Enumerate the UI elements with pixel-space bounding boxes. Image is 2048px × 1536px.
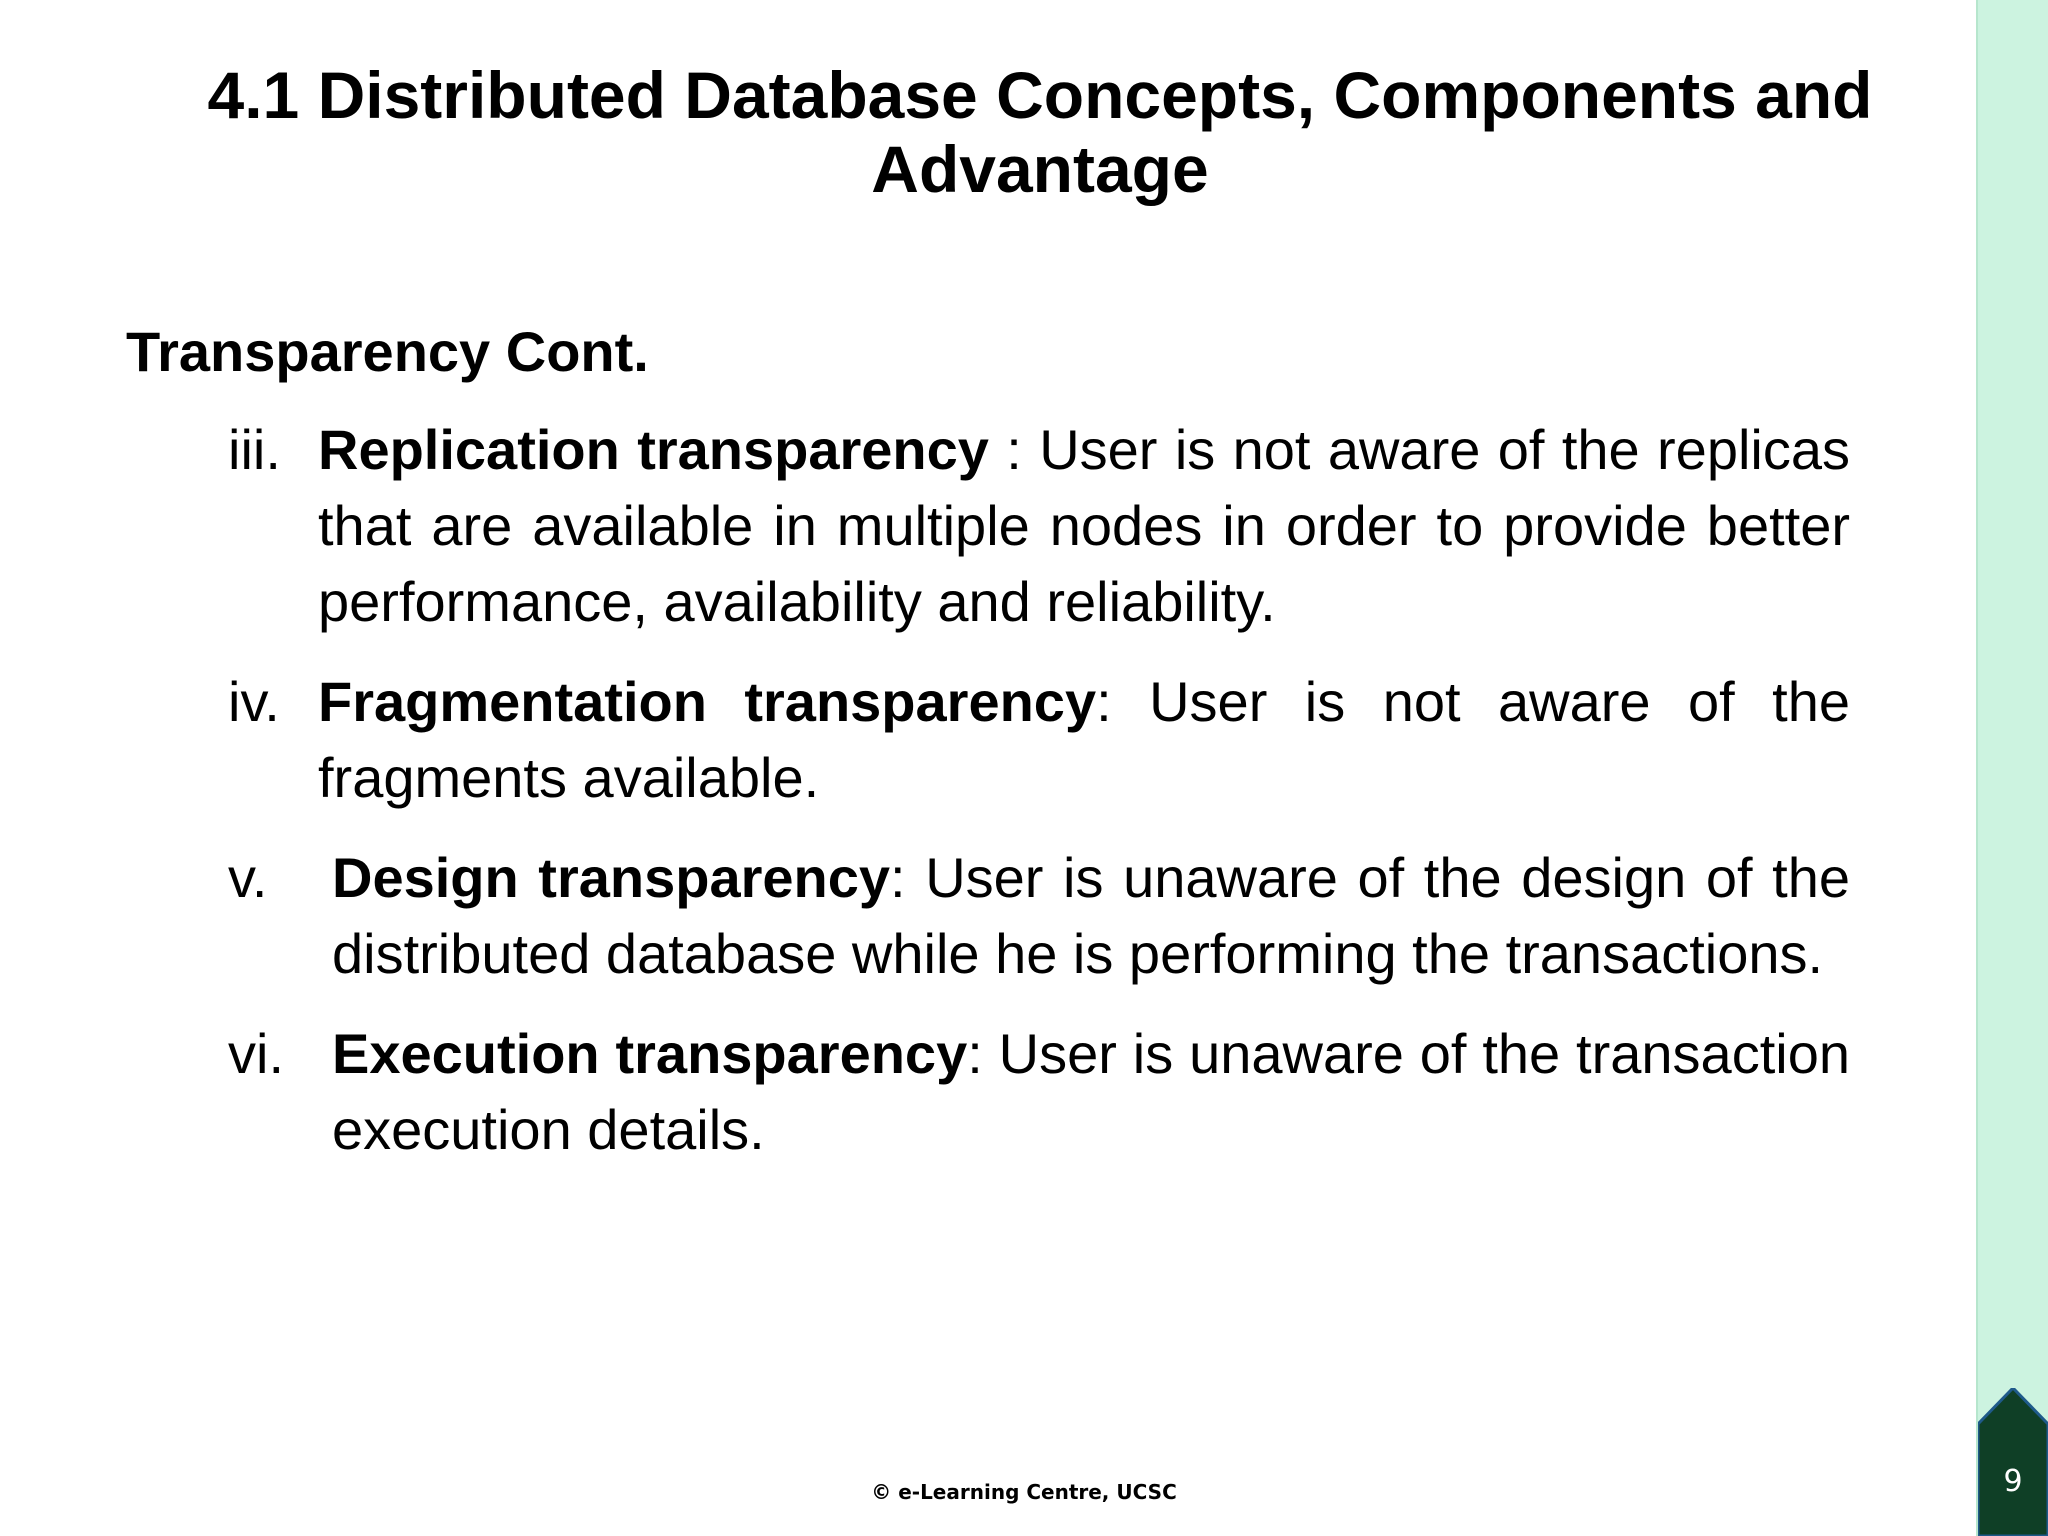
list-item-execution bbox=[228, 1016, 1850, 1168]
section-heading: Transparency Cont. bbox=[126, 320, 649, 383]
list-item-replication bbox=[228, 412, 1850, 640]
badge-shape-icon bbox=[1978, 1388, 2048, 1536]
slide-title: 4.1 Distributed Database Concepts, Components and Advantage bbox=[207, 58, 1873, 206]
item-term: Fragmentation transparency bbox=[318, 670, 1097, 733]
item-numeral: v. bbox=[228, 846, 268, 909]
list-item-fragmentation bbox=[228, 664, 1850, 816]
item-numeral: iii. bbox=[228, 418, 281, 481]
item-description: : User is not aware of the replicas that are available in multiple nodes in order to provide better performance, availability and reliability. bbox=[318, 418, 1850, 633]
item-description: : User is unaware of the design of the distributed database while he is performing the transactions. bbox=[332, 846, 1851, 985]
item-term: Execution transparency bbox=[332, 1022, 968, 1085]
item-term: Design transparency bbox=[332, 846, 891, 909]
page-number: 9 bbox=[2003, 1464, 2023, 1499]
footer-copyright: © e-Learning Centre, UCSC bbox=[871, 1480, 1177, 1504]
item-numeral: iv. bbox=[228, 670, 280, 733]
item-description: : User is unaware of the transaction execution details. bbox=[332, 1022, 1850, 1161]
item-description: : User is not aware of the fragments available. bbox=[318, 670, 1850, 809]
page-number-badge bbox=[1978, 1388, 2048, 1536]
sidebar-accent bbox=[1976, 0, 2048, 1536]
item-term: Replication transparency bbox=[318, 418, 989, 481]
transparency-list bbox=[228, 412, 1850, 1192]
list-item-design bbox=[228, 840, 1850, 992]
item-numeral: vi. bbox=[228, 1022, 284, 1085]
